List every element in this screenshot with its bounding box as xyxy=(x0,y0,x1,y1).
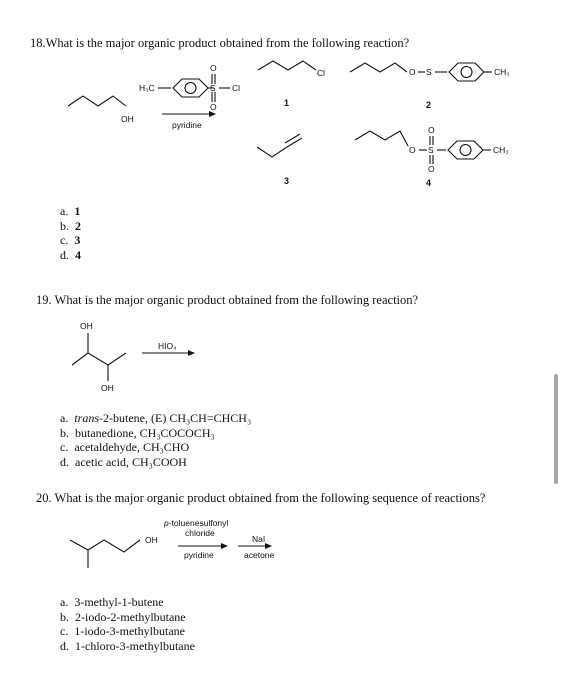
q18-p4-o-bottom: O xyxy=(428,164,435,174)
q19-option-d[interactable]: d. acetic acid, CH₃COOH xyxy=(60,454,187,469)
q18-reagent-methyl: H₃C xyxy=(139,83,155,93)
q20-option-b[interactable]: b. 2-iodo-2-methylbutane xyxy=(60,609,186,624)
q20-options xyxy=(60,595,195,653)
q18-p4-o: O xyxy=(409,145,416,155)
q18-reagent-o-bottom: O xyxy=(210,102,217,112)
q20-option-d[interactable]: d. 1-chloro-3-methylbutane xyxy=(60,638,195,653)
q18-p4-o-top: O xyxy=(428,125,435,135)
q18-p2-o: O xyxy=(409,67,416,77)
q18-p4-number: 4 xyxy=(426,178,432,188)
q19-question: 19. What is the major organic product obtained from the following reaction? xyxy=(36,293,419,307)
q19-reagent: HIO₄ xyxy=(158,341,177,351)
q18-conditions: pyridine xyxy=(172,120,202,130)
q18-p3-number: 3 xyxy=(284,176,290,186)
q18-p2-s: S xyxy=(426,67,432,77)
q18-question: 18.What is the major organic product obtained from the following reaction? xyxy=(30,36,410,50)
q18-p1-cl: Cl xyxy=(317,68,326,78)
q18-p2-ch3: CH₃ xyxy=(494,67,510,77)
q19-option-a[interactable]: a. trans-2-butene, (E) CH₃CH=CHCH₃ xyxy=(60,411,252,425)
q18-option-a[interactable]: a. 1 xyxy=(60,204,81,218)
q20-option-a[interactable]: a. 3-methyl-1-butene xyxy=(60,595,164,609)
q20-reagent1-line1: p-toluenesulfonyl xyxy=(164,518,229,528)
q18-option-c[interactable]: c. 3 xyxy=(60,233,81,247)
q18-reactant-oh: OH xyxy=(121,114,134,124)
q19-option-b[interactable]: b. butanedione, CH₃COCOCH₃ xyxy=(60,425,215,440)
q20-reagent2-above: NaI xyxy=(252,534,266,544)
q18-option-b[interactable]: b. 2 xyxy=(60,218,81,233)
q18-option-d[interactable]: d. 4 xyxy=(60,247,81,262)
q19-option-c[interactable]: c. acetaldehyde, CH₃CHO xyxy=(60,440,190,454)
q18-reagent-o-top: O xyxy=(210,63,217,73)
q20-reactant-oh: OH xyxy=(145,535,158,545)
q19-oh-bottom: OH xyxy=(101,383,114,393)
q18-reagent-cl: Cl xyxy=(232,83,241,93)
q20-reactant-chain xyxy=(70,540,88,568)
q20-reagent1-line2: chloride xyxy=(185,528,215,538)
q19-oh-top: OH xyxy=(80,321,93,331)
q18-p4-ch3: CH₃ xyxy=(493,145,509,155)
vertical-scrollbar[interactable] xyxy=(554,374,558,484)
q18-p2-number: 2 xyxy=(426,100,432,110)
q20-reagent1-below: pyridine xyxy=(184,550,214,560)
q18-p4-s: S xyxy=(428,145,434,155)
q20-option-c[interactable]: c. 1-iodo-3-methylbutane xyxy=(60,624,185,638)
q20-question: 20. What is the major organic product obtained from the following sequence of reactions? xyxy=(36,491,486,505)
q18-reagent-s: S xyxy=(210,83,216,93)
q18-p1-number: 1 xyxy=(284,98,290,108)
q20-reagent2-below: acetone xyxy=(244,550,275,560)
